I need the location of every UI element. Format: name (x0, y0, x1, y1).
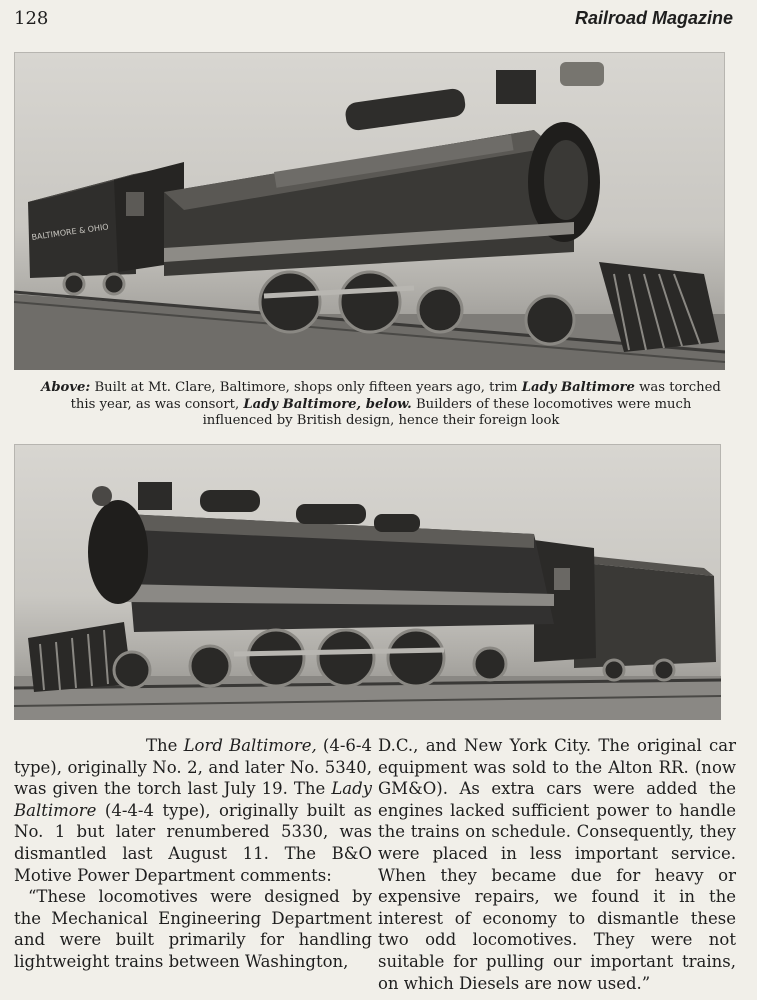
locomotive-illustration-bottom (14, 444, 721, 720)
italic-name: Lady Baltimore (14, 779, 372, 820)
caption-text-1: Built at Mt. Clare, Baltimore, shops only fifteen years ago, trim (90, 380, 522, 395)
text-run: The (146, 736, 184, 755)
paragraph-3: D.C., and New York City. The original car equipment was sold to the Alton RR. (now GM&O). As extra cars were added the engines lacked sufficient power to handle the trains on schedule. Consequently, they were placed in less important service. When they became due for heavy or expensive repairs, we found it in the interest of economy to dismantle these two odd locomotives. They were not suitable for pulling our important trains, on which Diesels are now used.” (378, 736, 736, 993)
photo-lady-baltimore (14, 52, 725, 370)
photo-caption (38, 380, 724, 430)
locomotive-illustration-top (14, 52, 725, 370)
caption-name-2: Lady Baltimore, below. (243, 396, 412, 412)
page-number: 128 (14, 8, 49, 29)
paragraph-2: “These locomotives were designed by the Mechanical Engineering Department and were built primarily for handling lightweight trains between Washington, (14, 887, 372, 971)
caption-text-2: was torched this year, as was consort, (70, 380, 721, 412)
tender-lettering: BALTIMORE & OHIO (31, 222, 110, 242)
text-run: (4-4-4 type), originally built as No. 1 but later renumbered 5330, was dismantled last August 11. The B&O Motive Power Department comments: (14, 800, 372, 885)
body-column-right (378, 735, 736, 994)
caption-lead: Above: (41, 380, 91, 395)
paragraph-1 (14, 735, 372, 886)
text-run: (4-6-4 type), originally No. 2, and later No. 5340, was given the torch last July 19. The (14, 736, 372, 799)
photo-lord-baltimore (14, 444, 721, 720)
running-head: Railroad Magazine (574, 8, 733, 28)
italic-name: Lord Baltimore, (183, 736, 317, 755)
caption-text-3: Builders of these locomotives were much influenced by British design, hence their foreign look (202, 396, 692, 428)
caption-name-1: Lady Baltimore (521, 380, 635, 395)
body-column-left (14, 735, 372, 973)
